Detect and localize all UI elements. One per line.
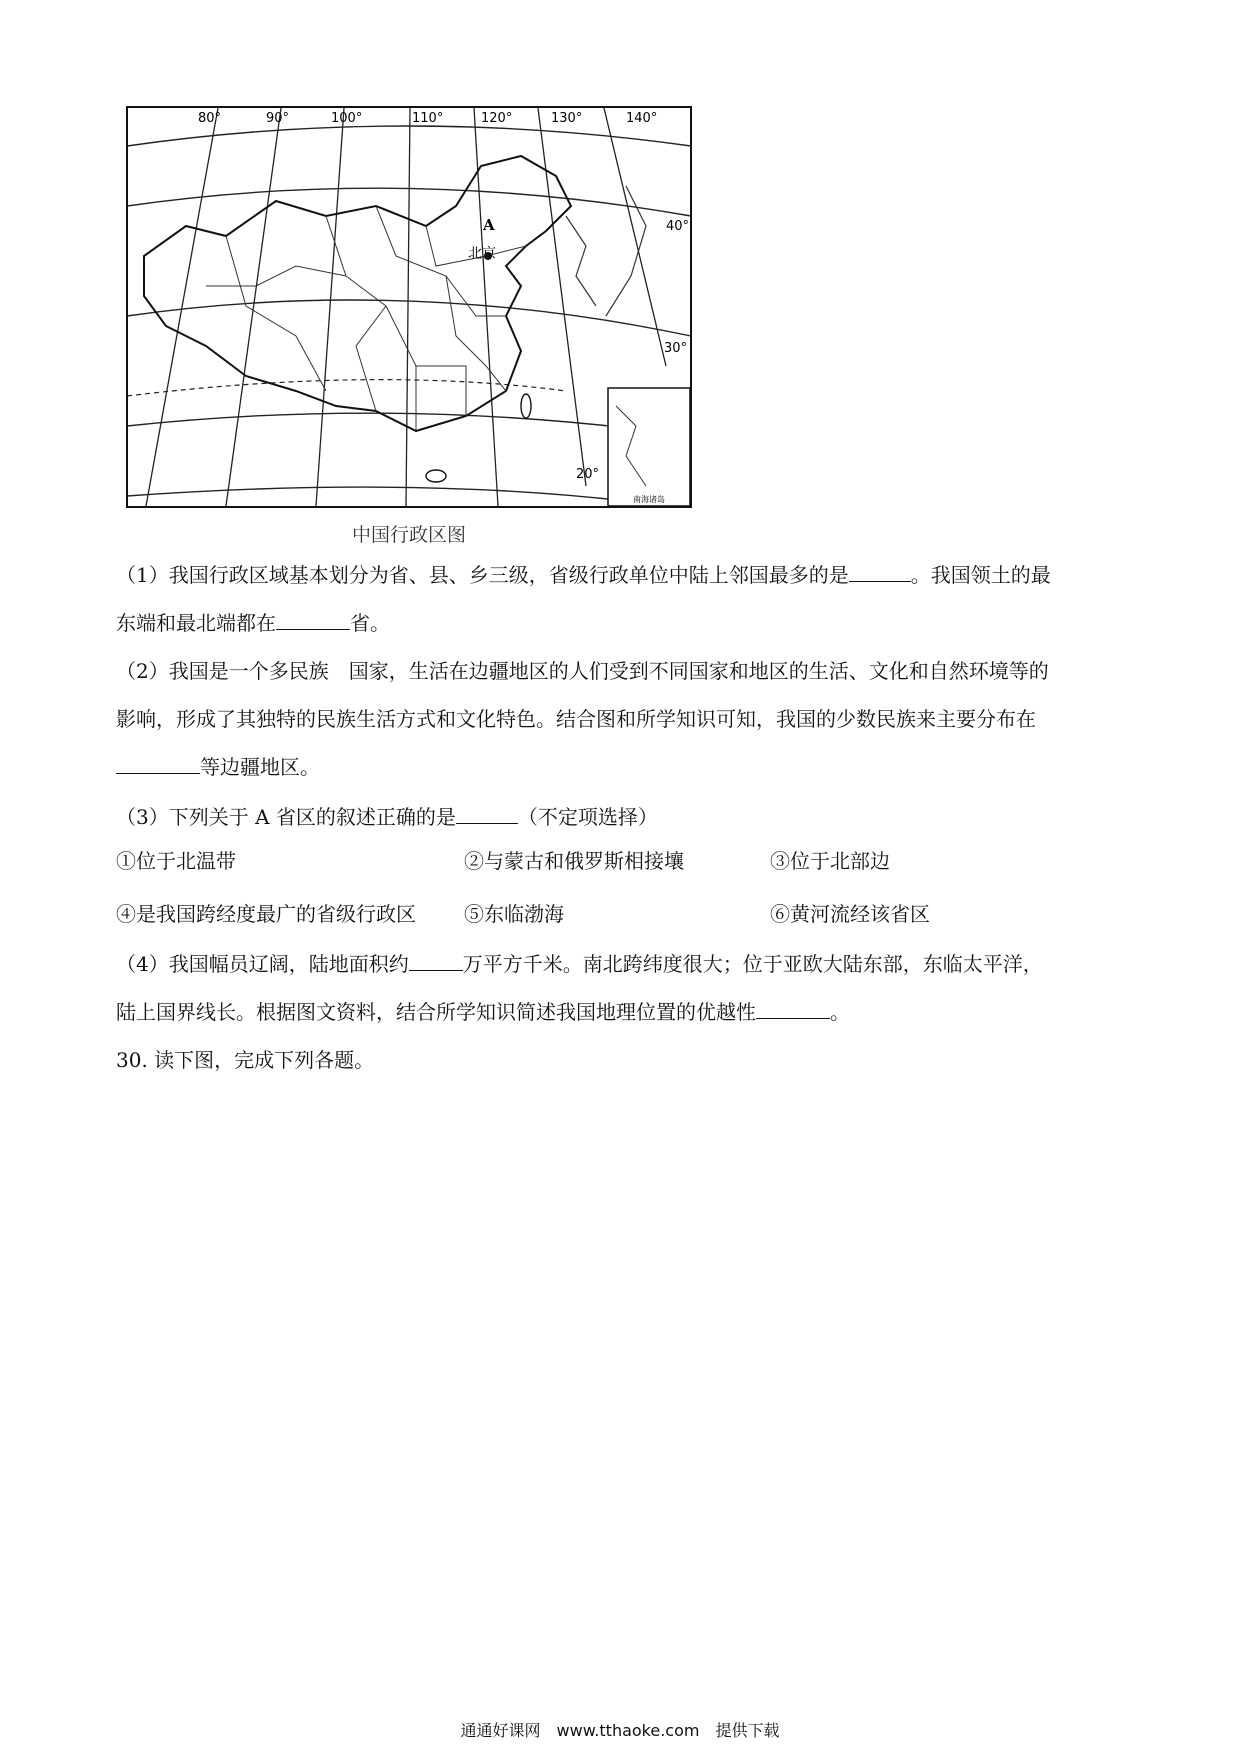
q3-stem bbox=[116, 793, 658, 841]
lon-label: 80° bbox=[198, 111, 222, 126]
answer-blank[interactable] bbox=[116, 755, 200, 774]
answer-blank[interactable] bbox=[849, 563, 911, 582]
q4-text: 陆上国界线长。根据图文资料，结合所学知识简述我国地理位置的优越性 bbox=[116, 1000, 756, 1024]
lon-label: 130° bbox=[551, 111, 583, 126]
q2-line3 bbox=[116, 743, 320, 791]
answer-blank[interactable] bbox=[409, 952, 463, 971]
lon-label: 110° bbox=[412, 111, 444, 126]
q1-text: 。我国领土的最 bbox=[910, 563, 1051, 587]
province-a-label: A bbox=[483, 216, 495, 234]
china-map-figure bbox=[126, 106, 692, 508]
q1-line2 bbox=[116, 599, 390, 647]
china-map bbox=[126, 106, 692, 508]
beijing-label: 北京 bbox=[468, 246, 496, 262]
q3-option-3: ③位于北部边 bbox=[770, 849, 890, 873]
q3-option-4: ④是我国跨经度最广的省级行政区 bbox=[116, 902, 416, 926]
q3-option-6: ⑥黄河流经该省区 bbox=[770, 902, 930, 926]
q1-text: 东端和最北端都在 bbox=[116, 611, 276, 635]
answer-blank[interactable] bbox=[276, 611, 350, 630]
q2-text: 等边疆地区。 bbox=[200, 755, 320, 779]
lon-label: 120° bbox=[481, 111, 513, 126]
q2-line2: 影响，形成了其独特的民族生活方式和文化特色。结合图和所学知识可知，我国的少数民族来主要分布在 bbox=[116, 707, 1036, 731]
lat-label: 20° bbox=[576, 467, 600, 482]
q1-line1 bbox=[116, 551, 1051, 599]
q4-text: （4）我国幅员辽阔，陆地面积约 bbox=[116, 952, 409, 976]
lat-label: 40° bbox=[666, 219, 690, 234]
q1-text: 省。 bbox=[350, 611, 390, 635]
q4-line2 bbox=[116, 988, 850, 1036]
page-footer: 通通好课网 www.tthaoke.com 提供下载 bbox=[460, 1721, 780, 1740]
q2-line1: （2）我国是一个多民族 国家，生活在边疆地区的人们受到不同国家和地区的生活、文化和自然环境等的 bbox=[116, 659, 1049, 683]
q4-text: 万平方千米。南北跨纬度很大；位于亚欧大陆东部，东临太平洋， bbox=[462, 952, 1043, 976]
lon-label: 100° bbox=[331, 111, 363, 126]
answer-blank[interactable] bbox=[456, 805, 518, 824]
lon-label: 90° bbox=[266, 111, 290, 126]
q3-option-2: ②与蒙古和俄罗斯相接壤 bbox=[464, 849, 684, 873]
q3-text: （不定项选择） bbox=[517, 805, 658, 829]
q4-line1 bbox=[116, 940, 1043, 988]
q1-text: （1）我国行政区域基本划分为省、县、乡三级，省级行政单位中陆上邻国最多的是 bbox=[116, 563, 849, 587]
lat-label: 30° bbox=[664, 341, 688, 356]
inset-label: 南海诸岛 bbox=[633, 495, 665, 504]
figure-caption: 中国行政区图 bbox=[351, 524, 466, 546]
q3-option-1: ①位于北温带 bbox=[116, 849, 236, 873]
lon-label: 140° bbox=[626, 111, 658, 126]
q3-text: （3）下列关于 A 省区的叙述正确的是 bbox=[116, 805, 456, 829]
q4-text: 。 bbox=[830, 1000, 850, 1024]
answer-blank[interactable] bbox=[756, 1000, 830, 1019]
q3-option-5: ⑤东临渤海 bbox=[464, 902, 564, 926]
q30-prompt: 30. 读下图，完成下列各题。 bbox=[116, 1048, 375, 1072]
